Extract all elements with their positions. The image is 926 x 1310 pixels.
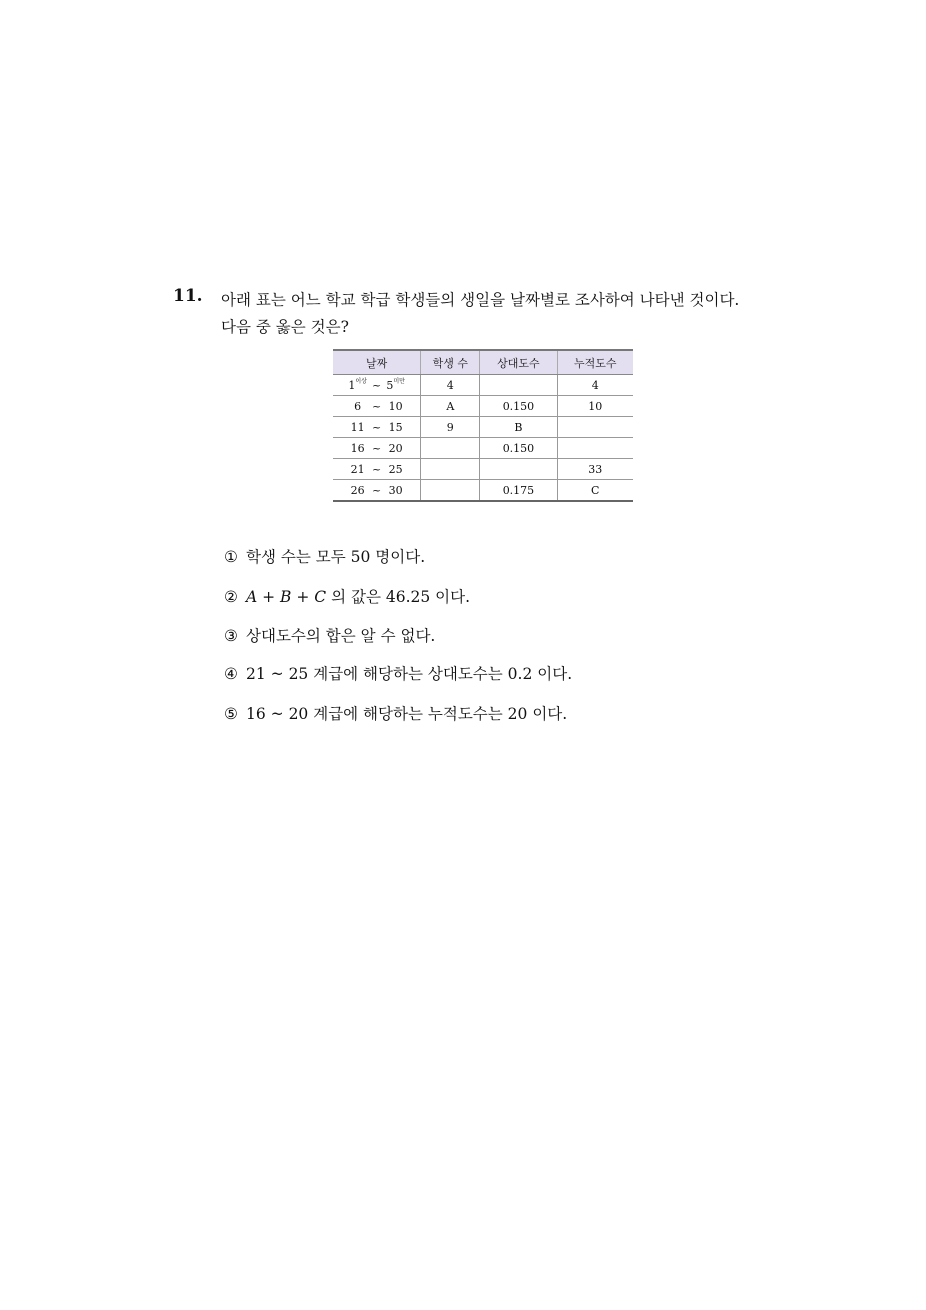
header-count: 학생 수 [421,350,480,375]
option-text: 학생 수는 모두 50 명이다. [246,548,426,566]
cumulative-frequency-cell: 33 [557,459,633,480]
answer-option-3[interactable] [224,624,435,646]
relative-frequency-cell: B [480,417,557,438]
table-row [333,417,633,438]
answer-option-2[interactable] [224,585,470,607]
table-row [333,480,633,502]
header-date: 날짜 [333,350,421,375]
option-number: ② [224,588,238,606]
table-row [333,438,633,459]
lower-bound-marker: 이상 [355,377,367,385]
date-range-cell: 26 ~ 30 [333,480,421,502]
date-range-cell: 21 ~ 25 [333,459,421,480]
option-number: ③ [224,627,238,645]
option-text: 의 값은 46.25 이다. [326,588,471,606]
cumulative-frequency-cell [557,438,633,459]
table-row [333,459,633,480]
question-number: 11. [173,286,203,306]
date-range-cell: 11 ~ 15 [333,417,421,438]
question-stem-line2: 다음 중 옳은 것은? [221,318,349,336]
option-text: 상대도수의 합은 알 수 없다. [246,627,436,645]
relative-frequency-cell: 0.175 [480,480,557,502]
cumulative-frequency-cell: C [557,480,633,502]
answer-option-4[interactable] [224,662,572,684]
option-number: ⑤ [224,705,238,723]
relative-frequency-cell: 0.150 [480,438,557,459]
cumulative-frequency-cell: 10 [557,396,633,417]
count-cell: 4 [421,375,480,396]
upper-bound-marker: 미만 [393,377,405,385]
answer-option-5[interactable] [224,702,567,724]
option-expression: A + B + C [246,588,327,606]
count-cell: 9 [421,417,480,438]
option-number: ④ [224,665,238,683]
header-relative-frequency: 상대도수 [480,350,557,375]
option-text: 16 ~ 20 계급에 해당하는 누적도수는 20 이다. [246,705,568,723]
option-text: 21 ~ 25 계급에 해당하는 상대도수는 0.2 이다. [246,665,573,683]
table-header-row [333,350,633,375]
count-cell [421,480,480,502]
count-cell: A [421,396,480,417]
relative-frequency-cell [480,375,557,396]
table-row [333,396,633,417]
question-stem-line1: 아래 표는 어느 학교 학급 학생들의 생일을 날짜별로 조사하여 나타낸 것이다. [221,291,740,309]
option-number: ① [224,548,238,566]
date-range-cell: $1^{이상}$ ~ $5^{미만}$ [333,375,421,396]
relative-frequency-cell: 0.150 [480,396,557,417]
date-range-cell: 6 ~ 10 [333,396,421,417]
cumulative-frequency-cell: 4 [557,375,633,396]
count-cell [421,459,480,480]
count-cell [421,438,480,459]
header-cumulative-frequency: 누적도수 [557,350,633,375]
cumulative-frequency-cell [557,417,633,438]
table-row [333,375,633,396]
answer-option-1[interactable] [224,545,425,567]
frequency-table [333,349,633,502]
relative-frequency-cell [480,459,557,480]
date-range-cell: 16 ~ 20 [333,438,421,459]
